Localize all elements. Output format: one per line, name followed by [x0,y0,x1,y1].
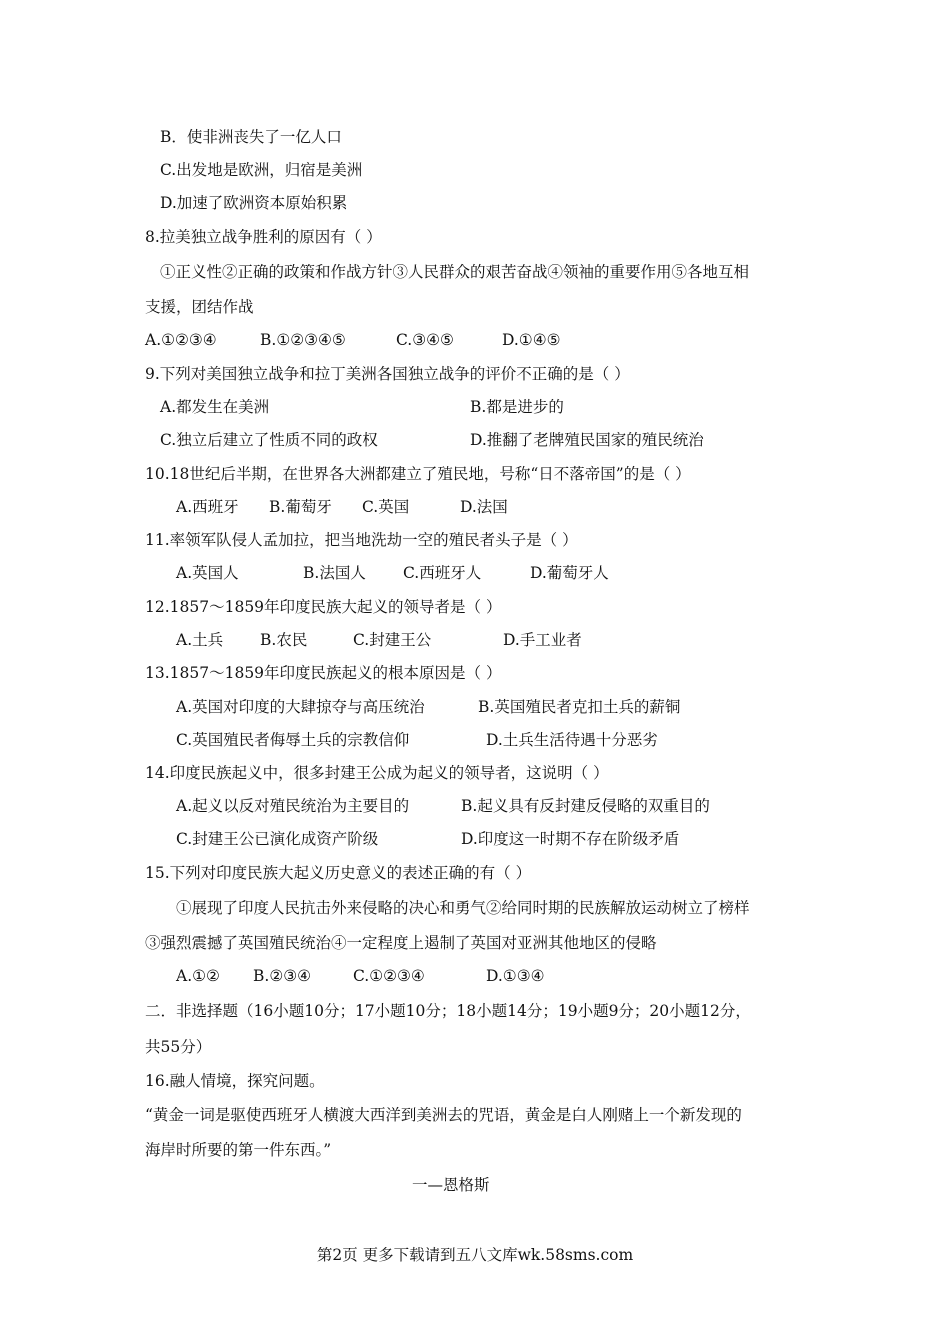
q10-stem: 10.18世纪后半期，在世界各大洲都建立了殖民地，号称“日不落帝国”的是（ ） [145,465,691,483]
q16-stem: 16.融人情境，探究问题。 [145,1072,325,1090]
q9-stem: 9.下列对美国独立战争和拉丁美洲各国独立战争的评价不正确的是（ ） [145,365,630,383]
q14-stem: 14.印度民族起义中，很多封建王公成为起义的领导者，这说明（ ） [145,764,609,782]
q11-option-d: D.葡萄牙人 [530,564,609,582]
q8-option-b: B.①②③④⑤ [260,331,346,349]
q15-option-d: D.①③④ [486,967,545,985]
q9-option-c: C.独立后建立了性质不同的政权 [160,431,378,449]
q8-option-c: C.③④⑤ [396,331,454,349]
q13-option-b: B.英国殖民者克扣土兵的薪铜 [478,698,681,716]
q13-option-a: A.英国对印度的大肆掠夺与高压统治 [176,698,425,716]
q7-option-c: C.出发地是欧洲，归宿是美洲 [160,161,363,179]
q15-items-line1: ①展现了印度人民抗击外来侵略的决心和勇气②给同时期的民族解放运动树立了榜样 [176,899,750,917]
q9-option-d: D.推翻了老牌殖民国家的殖民统治 [470,431,704,449]
q8-option-d: D.①④⑤ [502,331,561,349]
q9-option-a: A.都发生在美洲 [160,398,270,416]
q15-stem: 15.下列对印度民族大起义历史意义的表述正确的有（ ） [145,864,532,882]
q14-option-a: A.起义以反对殖民统治为主要目的 [176,797,410,815]
q8-items-line2: 支援，团结作战 [145,298,254,316]
q12-option-d: D.手工业者 [503,631,582,649]
q12-option-c: C.封建王公 [353,631,432,649]
q7-option-d: D.加速了欧洲资本原始积累 [160,194,348,212]
q16-quote-line1: “黄金一词是驱使西班牙人横渡大西洋到美洲去的咒语，黄金是白人刚赌上一个新发现的 [145,1106,742,1124]
q13-stem: 13.1857～1859年印度民族起义的根本原因是（ ） [145,664,502,682]
q16-quote-source: 一—恩格斯 [412,1176,490,1194]
q15-option-b: B.②③④ [253,967,312,985]
q12-stem: 12.1857～1859年印度民族大起义的领导者是（ ） [145,598,502,616]
q10-option-d: D.法国 [460,498,508,516]
page-footer: 第2页 更多下载请到五八文库wk.58sms.com [316,1246,634,1264]
q14-option-c: C.封建王公已演化成资产阶级 [176,830,379,848]
q9-option-b: B.都是进步的 [470,398,564,416]
q8-items-line1: ①正义性②正确的政策和作战方针③人民群众的艰苦奋战④领袖的重要作用⑤各地互相 [160,263,750,281]
q14-option-b: B.起义具有反封建反侵略的双重目的 [461,797,710,815]
q7-option-b: B．使非洲丧失了一亿人口 [160,128,342,146]
q15-items-line2: ③强烈震撼了英国殖民统治④一定程度上遏制了英国对亚洲其他地区的侵略 [145,934,657,952]
q11-option-a: A.英国人 [176,564,239,582]
q13-option-c: C.英国殖民者侮辱土兵的宗教信仰 [176,731,410,749]
q12-option-a: A.土兵 [176,631,224,649]
q13-option-d: D.土兵生活待遇十分恶劣 [486,731,658,749]
q8-stem: 8.拉美独立战争胜利的原因有（ ） [145,228,382,246]
q15-option-a: A.①② [176,967,220,985]
section2-heading-line2: 共55分） [145,1038,212,1056]
q12-option-b: B.农民 [260,631,308,649]
q15-option-c: C.①②③④ [353,967,425,985]
q11-stem: 11.率领军队侵人孟加拉，把当地洗劫一空的殖民者头子是（ ） [145,531,578,549]
q10-option-a: A.西班牙 [176,498,239,516]
q11-option-c: C.西班牙人 [403,564,482,582]
q16-quote-line2: 海岸时所要的第一件东西。” [145,1141,332,1159]
q8-option-a: A.①②③④ [145,331,217,349]
section2-heading: 二．非选择题（16小题10分；17小题10分；18小题14分；19小题9分；20小题12分， [145,1002,751,1020]
q10-option-c: C.英国 [362,498,410,516]
q11-option-b: B.法国人 [303,564,366,582]
q14-option-d: D.印度这一时期不存在阶级矛盾 [461,830,680,848]
q10-option-b: B.葡萄牙 [269,498,332,516]
